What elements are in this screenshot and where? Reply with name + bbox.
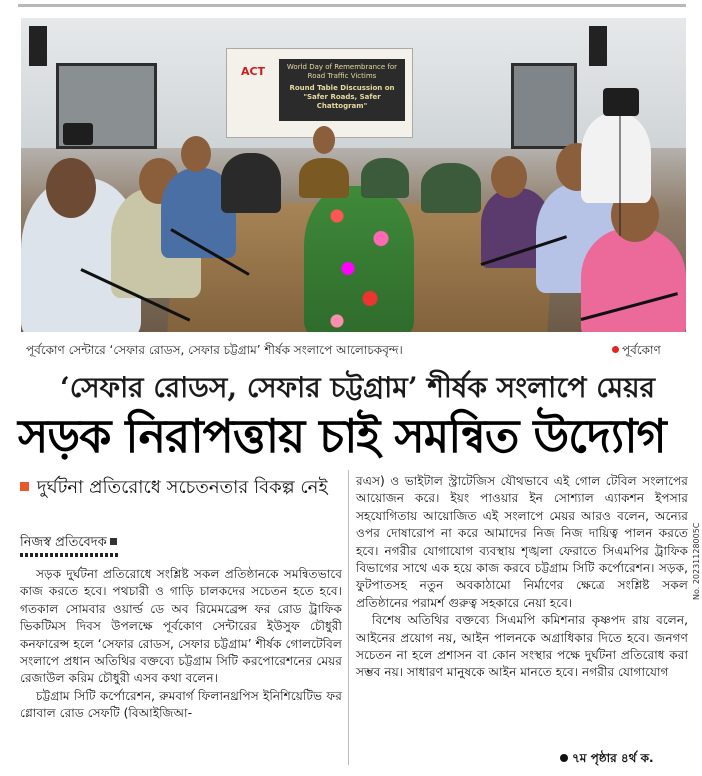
article-byline	[20, 533, 117, 554]
photo-credit	[612, 342, 661, 362]
person-head	[46, 158, 96, 218]
continuation-note	[560, 750, 654, 770]
photo-caption: পূর্বকোণ সেন্টারে ‘সেফার রোডস, সেফার চট্টগ্রাম’ শীর্ষক সংলাপে আলোচকবৃন্দ।	[26, 343, 403, 357]
article-column-1	[20, 566, 342, 723]
person-head	[181, 136, 211, 172]
side-code: No. 20231128005C	[692, 522, 701, 600]
paragraph: রএস) ও ভাইটাল স্ট্রাটেজিস যৌথভাবে এই গোল টেবিল সংলাপের আয়োজন করে। ইয়ং পাওয়ার ইন সোশ্যাল এ্যাকশন ইপসার সহযোগিতায় আয়োজিত এই সংলাপে মেয়র আরও বলেন, অন্যের ওপর দোষারোপ না করে আমাদের নিজ নিজ দায়িত্ব পালন করতে হবে। নগরীর যোগাযোগ ব্যবস্থায় শৃঙ্খলা ফেরাতে সিএমপির ট্রাফিক বিভাগের সাথে এক হয়ে কাজ করবে চট্টগ্রাম সিটি কর্পোরেশন। সড়ক, ফুটপাতসহ নতুন অবকাঠামো নির্মাণের ক্ষেত্রে সংশ্লিষ্ট সকল প্রতিষ্ঠানের পরামর্শ গুরুত্ব সহকারে নেয়া হবে।	[356, 474, 688, 610]
article-subhead	[20, 476, 340, 500]
paragraph: চট্টগ্রাম সিটি কর্পোরেশন, রুমবার্গ ফিলানথ্রপিস ইনিশিয়েটিভ ফর গ্লোবাল রোড সেফটি (বিআইজিআ-	[20, 688, 342, 721]
top-rule	[18, 4, 686, 7]
article-column-2	[356, 473, 688, 682]
tripod	[613, 116, 627, 236]
paragraph: বিশেষ অতিথির বক্তব্যে সিএমপি কমিশনার কৃষ্ণপদ রায় বলেন, আইনের প্রয়োগ নয়, আইন পালনকে অগ্রাধিকার দিতে হবে। জনগণ সচেতন না হলে প্রশাসন বা কোন সংস্থার পক্ষে দুর্ঘটনা প্রতিরোধ করা সম্ভব নয়। সাধারণ মানুষকে আইন মানতে হবে। নগরীর যোগাযোগ	[356, 613, 688, 680]
continue-dot-icon	[560, 754, 568, 762]
video-camera	[603, 88, 639, 116]
article-subhead-text: দুর্ঘটনা প্রতিরোধে সচেতনতার বিকল্প নেই	[37, 477, 328, 498]
camera-left	[63, 123, 93, 145]
person-uniform-2	[421, 163, 481, 213]
banner-text	[279, 59, 405, 121]
banner-logo: ACT	[240, 65, 266, 78]
column-divider	[348, 470, 349, 765]
speaker-left	[29, 26, 47, 66]
article-headline: সড়ক নিরাপত্তায় চাই সমন্বিত উদ্যোগ	[18, 409, 666, 463]
speaker-right	[589, 26, 607, 66]
banner-event: World Day of Remembrance for Road Traffic Victims	[286, 63, 398, 80]
window-right	[511, 63, 577, 149]
paragraph: সড়ক দুর্ঘটনা প্রতিরোধে সংশ্লিষ্ট সকল প্রতিষ্ঠানকে সমন্বিতভাবে কাজ করতে হবে। পথচারী ও গাড়ি চালকদের সচেতন হতে হবে। গতকাল সোমবার ওয়ার্ল্ড ডে অব রিমেমব্রেন্স ফর রোড ট্রাফিক ভিকটিমস দিবস উপলক্ষে পূর্বকোণ সেন্টারের ইউসুফ চৌধুরী কনফারেন্স হলে ‘সেফার রোডস, সেফার চট্টগ্রাম’ শীর্ষক গোলটেবিল সংলাপে প্রধান অতিথির বক্তব্যে চট্টগ্রাম সিটি করপোরেশনের মেয়র রেজাউল করিম চৌধুরী এসব কথা বলেন।	[20, 567, 342, 686]
person-head	[491, 156, 527, 198]
news-photo	[21, 18, 686, 332]
byline-square-icon	[110, 538, 117, 545]
person-uniform	[361, 158, 409, 198]
flower-arrangement	[304, 186, 414, 332]
article-kicker: ‘সেফার রোডস, সেফার চট্টগ্রাম’ শীর্ষক সংলাপে মেয়র	[60, 371, 656, 404]
event-banner	[226, 48, 413, 138]
byline-rule	[20, 553, 118, 557]
person-left-4	[221, 153, 281, 213]
byline-text: নিজস্ব প্রতিবেদক	[20, 535, 107, 550]
photo-credit-text: পূর্বকোণ	[622, 343, 661, 357]
continuation-text: ৭ম পৃষ্ঠার ৪র্থ ক.	[572, 751, 654, 765]
credit-dot-icon	[612, 346, 619, 353]
person-center	[299, 158, 349, 198]
banner-title: Round Table Discussion on "Safer Roads, Safer Chattogram"	[289, 84, 395, 110]
person-head	[313, 126, 335, 154]
bullet-square-icon	[20, 482, 29, 491]
